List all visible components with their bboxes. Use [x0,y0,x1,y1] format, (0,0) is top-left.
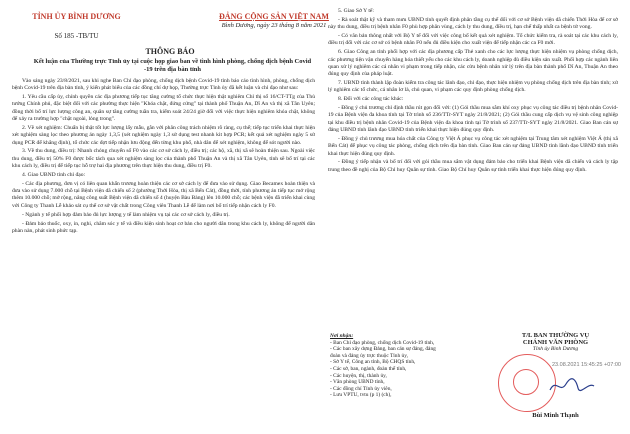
body-paragraph: - Các địa phương, đơn vị có liên quan khẩn trương hoàn thiện các cơ sở cách ly để đưa vào sử dụng. Giao Becamex hoàn thiện và đưa vào sử dụng 7.000 chỗ tại Bệnh viện dã chiến số 2 (phường Thới Hòa, thị xã Bến Cát), đồng thời, tính phương án tiếp tục mở rộng thêm 10.000 chỗ; mở rộng, nâng công suất Bệnh viện dã chiến số 4 (huyện Bàu Bàng) lên 10.000 chỗ; các bệnh viện đã triển khai cùng với Công ty Thanh Lễ khảo sát cụ thể cơ sở vật chất trong Công viên Thanh Lễ để làm nơi bố trí tiếp nhận cách ly F0. [12,180,315,209]
document-title: THÔNG BÁO [145,47,195,56]
recipient-item: - Các đồng chí Tỉnh ủy viên, [330,385,392,392]
signature-block [488,332,623,419]
recipient-item: - Ban Chỉ đạo phòng, chống dịch Covid-19 tỉnh, [330,339,435,346]
recipient-item: - Các sở, ban, ngành, đoàn thể tỉnh, [330,365,407,372]
body-paragraph: 1. Yêu cầu cấp ủy, chính quyền các địa phương tiếp tục tăng cường tổ chức thực hiện thật nghiêm Chỉ thị số 16/CT-TTg của Thủ tướng Chính phủ, đặc biệt đối với các phường thực hiện "Khóa chặt, đứng cứng" tại thành phố Thuận An, Dĩ An và thị xã Tân Uyên; đồng thời bổ trí lực lượng công an, quân sự tăng cường tuần tra, kiểm soát 24/24 giờ đối với việc thực hiện nghiêm khóa chặt, không để xảy ra trường hợp "chặt ngoài, lỏng trong". [12,94,315,123]
document-number: Số 185 -TB/TU [54,32,99,40]
body-paragraph: - Rà soát thật kỹ và tham mưu UBND tỉnh quyết định phân tầng cụ thể đối với cơ sở Bệnh viện dã chiến Thới Hòa để cơ sở này thu dung, điều trị bệnh nhân F0 phù hợp phân vùng, cách ly thu dung, điều trị, hạn chế thấp nhất ca bệnh tử vong. [328,16,618,31]
body-right-column [328,8,618,328]
recipient-item: - Các huyện, thị, thành ủy, [330,372,387,379]
body-paragraph: 4. Giao UBND tỉnh chỉ đạo: [22,171,86,178]
signature-position: CHÁNH VĂN PHÒNG [522,339,589,346]
recipient-item: - Các ban xây dựng Đảng, ban cán sự đảng, đảng [330,346,436,353]
signature-on-behalf: T/L BAN THƯỜNG VỤ [521,332,590,339]
place-date: Bình Dương, ngày 23 tháng 8 năm 2021 [221,22,327,29]
recipient-item: - Văn phòng UBND tỉnh, [330,379,385,386]
body-paragraph: 2. Về xét nghiệm: Chuẩn bị thật tốt lực lượng lấy mẫu, gắn với phân công trách nhiệm rõ ràng, cụ thể; tiếp tục triển khai thực hiện xét nghiệm sàng lọc theo phương án ngày 1,3,5 (xét nghiệm ngày 1,3 sử dụng test nhanh kit hợp PCR; kết quả xét nghiệm ngày 5 sử dụng PCR để khẳng định), tổ chức các đợt tiếp nhận lưu động đến từng khu phố, nhà dân để xét nghiệm, không để sót người nào. [12,124,315,146]
document-subtitle: Kết luận của Thường trực Tỉnh ủy tại cuộc họp giao ban về tình hình phòng, chống dịch bệnh Covid -19 trên địa bàn tỉnh [33,58,312,73]
body-paragraph: Vào sáng ngày 23/8/2021, sau khi nghe Ban Chỉ đạo phòng, chống dịch bệnh Covid-19 tỉnh báo cáo tình hình, phòng, chống dịch bệnh Covid-19 trên địa bàn tỉnh, ý kiến phát biểu của các đồng chí dự họp, Thường trực Tỉnh ủy đã kết luận và chỉ đạo như sau: [12,78,315,92]
body-paragraph: - Đồng ý tiếp nhận và bố trí đối với gói thầu mua sắm vật dụng đảm bảo cho triển khai Bệnh viện dã chiến và cách ly tập trung theo đề nghị của Bộ Chỉ huy Quân sự tỉnh. Giao Bộ Chỉ huy Quân sự tỉnh triển khai thực hiện đúng quy định. [328,159,618,173]
recipient-item: - Lưu VPTU, tvtu (p 1) (ch), [330,392,392,399]
body-paragraph: 5. Giao Sở Y tế: [338,8,374,14]
issuing-org: TỈNH ỦY BÌNH DƯƠNG [32,12,121,21]
signature-sub: Tỉnh ủy Bình Dương [532,346,579,352]
body-paragraph: - Đồng ý chủ trương mua hóa chất của Công ty Việt Á phục vụ công tác xét nghiệm tại Trung tâm xét nghiệm Việt Á (thị xã Bến Cát) để phục vụ công tác phòng, chống dịch trên địa bàn tỉnh. Giao Ban cán sự đảng UBND tỉnh lãnh đạo UBND tỉnh triển khai thực hiện đúng quy định. [328,135,618,157]
body-paragraph: 8. Đối với các công tác khác: [338,96,404,103]
body-paragraph: - Có văn bản thông nhất với Bộ Y tế đối với việc công bố kết quả xét nghiệm. Tổ chức kiểm tra, rà soát tại các khu cách ly, điều trị đối với các cơ sở có bệnh nhân F0 nếu đủ điều kiện cho xuất viện để tiếp nhận các ca F0 mới. [328,33,618,47]
recipients-label: Nơi nhận: [330,333,354,339]
body-paragraph: - Đảm bảo thuốc, oxy, in, nghi, chăm sóc y tế và điều kiện sinh hoạt cơ bản cho người dân trong khu cách ly, không để người dân phàn nàn, phát sinh phức tạp. [12,220,315,234]
body-paragraph: - Ngành y tế phối hợp đảm bảo đủ lực lượng y tế làm nhiệm vụ tại các cơ sở cách ly, điều trị. [22,211,230,218]
handwritten-signature-icon [548,376,596,396]
recipient-item: - Sở Y tế, Công an tỉnh, Bộ CHQS tỉnh, [330,359,416,366]
party-name: ĐẢNG CỘNG SẢN VIỆT NAM [219,12,329,21]
body-paragraph: - Đồng ý chủ trương chỉ định thầu rút gọn đối với: (1) Gói thầu mua sắm khí oxy phục vụ công tác điều trị bệnh nhân Covid-19 của Bệnh viện đa khoa tỉnh tại Tờ trình số 236/TTr-SYT ngày 21/8/2021; (2) Gói thầu cung cấp dịch vụ vệ sinh công nghiệp tại khu điều trị bệnh nhân Covid-19 của Bệnh viện đa khoa tỉnh tại Tờ trình số 237/TTr-SYT ngày 21/8/2021. Giao Ban cán sự đảng UBND tỉnh lãnh đạo UBND tỉnh triển khai thực hiện đúng quy định. [328,105,618,134]
digital-signature-timestamp: 23.08.2021 15:45:25 +07:00 [552,362,621,368]
body-paragraph: 6. Giao Công an tỉnh phối hợp với các địa phương cấp Thẻ xanh cho các lực lượng thực hiện nhiệm vụ phòng chống dịch, các phương tiện vận chuyển hàng hóa thiết yếu cho các khu cách ly, doanh nghiệp đủ điều kiện sản xuất. Phối hợp các ngành liên quan xử lý nghiêm các cá nhân vi phạm trong tiếp nhận, các cửu bệnh nhân xử lý trên địa bàn thành phố Dĩ An, Thuận An theo đúng quy định của pháp luật. [328,49,618,78]
recipient-item: đoàn và đảng ủy trực thuộc Tỉnh ủy, [330,352,408,359]
recipients-block [330,333,490,399]
body-left-column [12,78,315,430]
signer-name: Bùi Minh Thạnh [532,412,579,419]
body-paragraph: 3. Về thu dung, điều trị: Nhanh chóng chuyển số F0 vào các cơ sở cách ly, điều trị; các hộ, xã, thị xã sẽ hoàn thiện sau. Ngoài việc thu dung, điều trị 50% F0 được bốc tách qua xét nghiệm sàng lọc của thành phố Thuận An và thị xã Tân Uyên, tỉnh sẽ bố trí tại các khu cách ly, điều trị để tiếp tục hỗ trợ hai địa phương trên thực hiện thu dung, điều trị F0. [12,148,315,170]
body-paragraph: 7. UBND tỉnh thành lập đoàn kiểm tra công tác lãnh đạo, chỉ đạo, thực hiện nhiệm vụ phòng chống dịch trên địa bàn tỉnh; xử lý nghiêm các tổ chức, cá nhân lơ là, chủ quan, vi phạm các quy định phòng chống dịch. [328,80,618,94]
